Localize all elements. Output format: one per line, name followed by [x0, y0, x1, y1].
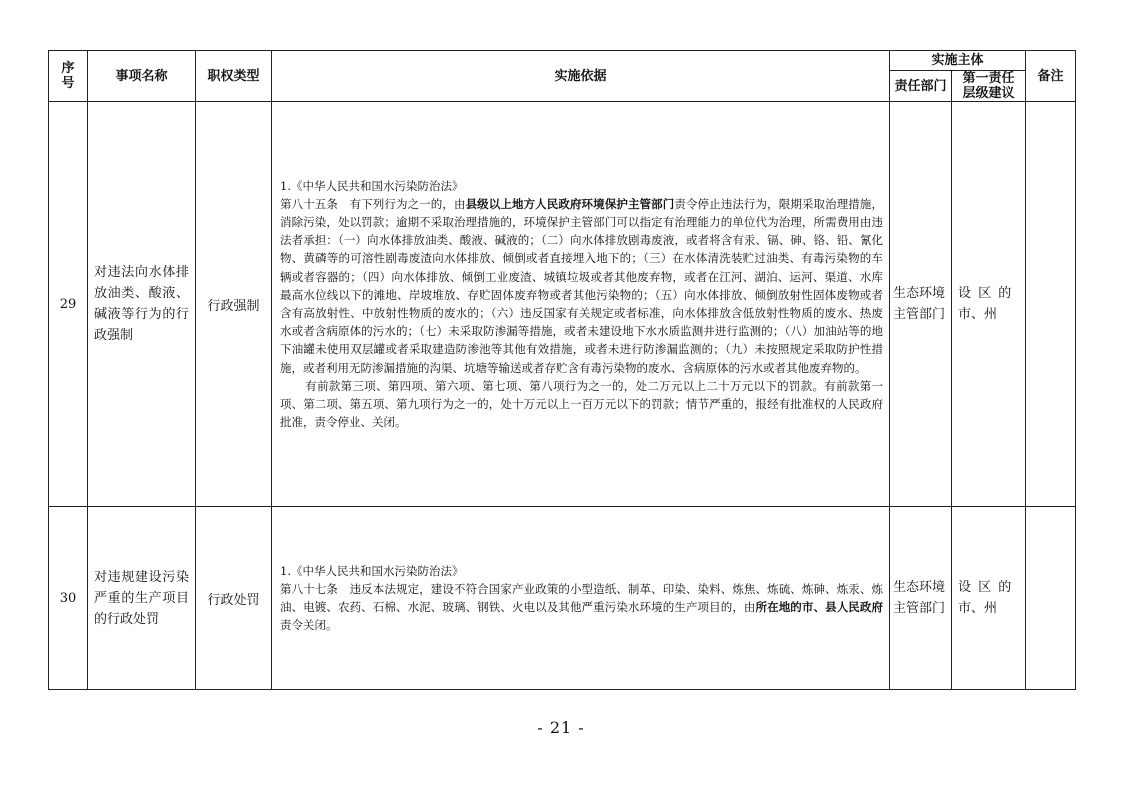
- header-seq: 序号: [49, 51, 88, 102]
- row-item-name: 对违规建设污染严重的生产项目的行政处罚: [88, 507, 196, 690]
- basis-paragraph: [280, 580, 883, 635]
- row-basis: [272, 102, 890, 507]
- row-note: [1026, 102, 1076, 507]
- basis-paragraph: 有前款第三项、第四项、第六项、第七项、第八项行为之一的，处二万元以上二十万元以下的罚款。有前款第一项、第二项、第五项、第九项行为之一的，处十万元以上一百万元以下的罚款；情节严重的，报经有批准权的人民政府批准，责令停业、关闭。: [280, 378, 883, 430]
- level-line: 设区的: [958, 580, 1019, 595]
- header-basis: 实施依据: [272, 51, 890, 102]
- basis-text: 第八十五条 有下列行为之一的，由: [280, 196, 466, 211]
- row-dept: 生态环境主管部门: [890, 102, 952, 507]
- header-subject: 实施主体: [890, 51, 1026, 71]
- row-level: [952, 507, 1026, 690]
- enforcement-table: [48, 50, 1076, 690]
- header-dept: 责任部门: [890, 71, 952, 102]
- basis-paragraph: [280, 195, 883, 377]
- row-seq: 30: [49, 507, 88, 690]
- law-title: 1.《中华人民共和国水污染防治法》: [280, 563, 464, 578]
- responsible-authority: 所在地的市、县人民政府: [755, 600, 883, 614]
- page-number: - 21 -: [537, 718, 585, 737]
- basis-text: 责令关闭。: [280, 618, 338, 633]
- row-basis: [272, 507, 890, 690]
- law-title: 1.《中华人民共和国水污染防治法》: [280, 178, 464, 193]
- level-line: 市、州: [958, 307, 998, 322]
- header-name: 事项名称: [88, 51, 196, 102]
- row-seq: 29: [49, 102, 88, 507]
- table-row: [49, 102, 1076, 507]
- row-power-type: 行政强制: [196, 102, 272, 507]
- basis-text: 第八十七条 违反本法规定，建设不符合国家产业政策的小型造纸、制革、印染、染料、炼焦、炼硫、炼砷、炼汞、炼油、电镀、农药、石棉、水泥、玻璃、钢铁、火电以及其他严重污染水环境的生产项目的，由: [280, 581, 883, 614]
- row-level: [952, 102, 1026, 507]
- level-line: 市、州: [958, 601, 998, 616]
- row-power-type: 行政处罚: [196, 507, 272, 690]
- header-note: 备注: [1026, 51, 1076, 102]
- basis-text: 责令停止违法行为，限期采取治理措施，消除污染，处以罚款；逾期不采取治理措施的，环境保护主管部门可以指定有治理能力的单位代为治理，所需费用由违法者承担：（一）向水体排放油类、酸液、碱液的；（二）向水体排放剧毒废液，或者将含有汞、镉、砷、铬、铅、氰化物、黄磷等的可溶性剧毒废渣向水体排放、倾倒或者直接埋入地下的；（三）在水体清洗装贮过油类、有毒污染物的车辆或者容器的；（四）向水体排放、倾倒工业废渣、城镇垃圾或者其他废弃物，或者在江河、湖泊、运河、渠道、水库最高水位线以下的滩地、岸坡堆放、存贮固体废弃物或者其他污染物的；（五）向水体排放、倾倒放射性固体废物或者含有高放射性、中放射性物质的废水的；（六）违反国家有关规定或者标准，向水体排放含低放射性物质的废水、热废水或者含病原体的污水的；（七）未采取防渗漏等措施，或者未建设地下水水质监测井进行监测的；（八）加油站等的地下油罐未使用双层罐或者采取建造防渗池等其他有效措施，或者未进行防渗漏监测的；（九）未按照规定采取防护性措施，或者利用无防渗漏措施的沟渠、坑塘等输送或者存贮含有毒污染物的废水、含病原体的污水或者其他废弃物的。: [280, 196, 884, 375]
- level-line: 设区的: [958, 286, 1019, 301]
- header-type: 职权类型: [196, 51, 272, 102]
- table-row: [49, 507, 1076, 690]
- row-dept: 生态环境主管部门: [890, 507, 952, 690]
- responsible-authority: 县级以上地方人民政府环境保护主管部门: [465, 196, 675, 211]
- row-item-name: 对违法向水体排放油类、酸液、碱液等行为的行政强制: [88, 102, 196, 507]
- row-note: [1026, 507, 1076, 690]
- header-level: 第一责任层级建议: [952, 71, 1026, 102]
